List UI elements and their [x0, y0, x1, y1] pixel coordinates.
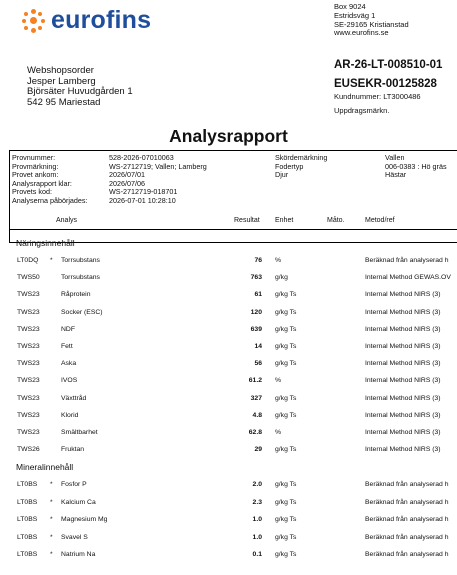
logo-dots-icon [22, 9, 46, 33]
method-ref: Internal Method NIRS (3) [365, 411, 441, 419]
analysis-code: TWS23 [17, 411, 40, 419]
table-row [0, 272, 457, 286]
result-value: 29 [254, 446, 262, 454]
table-header [9, 214, 457, 230]
method-ref: Internal Method NIRS (3) [365, 360, 441, 368]
report-id: AR-26-LT-008510-01 [334, 59, 443, 71]
address-line: www.eurofins.se [334, 28, 389, 38]
table-row [0, 479, 457, 493]
analysis-name: IVOS [61, 377, 78, 385]
result-value: 61 [254, 291, 262, 299]
customer-number: Kundnummer: LT3000486 [334, 92, 421, 101]
table-row [0, 255, 457, 269]
method-ref: Internal Method NIRS (3) [365, 291, 441, 299]
info-value: 2026/07/06 [109, 178, 145, 188]
result-value: 327 [250, 394, 262, 402]
method-ref: Internal Method NIRS (3) [365, 429, 441, 436]
header-metod: Metod/ref [365, 217, 395, 224]
info-value: WS-2712719-018701 [109, 187, 178, 197]
recipient-address [27, 66, 133, 108]
analysis-code: TWS23 [17, 377, 40, 385]
table-row [0, 324, 457, 338]
sample-info-labels [12, 154, 88, 206]
analysis-name: Natrium Na [61, 551, 96, 559]
table-row [0, 341, 457, 355]
analysis-code: LT0BS [17, 533, 38, 541]
method-ref: Beräknad från analyserad h [365, 533, 449, 541]
header-enhet: Enhet [275, 217, 294, 224]
info-label: Analysrapport klar: [12, 178, 72, 188]
table-row [0, 393, 457, 407]
result-value: 120 [250, 308, 262, 316]
info-value: 528-2026-07010063 [109, 153, 174, 162]
table-row [0, 549, 457, 563]
result-unit: g/kg Ts [275, 498, 297, 506]
analysis-code: TWS23 [17, 308, 40, 316]
analysis-name: Socker (ESC) [61, 308, 103, 316]
analysis-name: Torrsubstans [61, 274, 100, 282]
method-ref: Beräknad från analyserad h [365, 257, 449, 264]
table-row [0, 375, 457, 389]
result-unit: g/kg [275, 274, 288, 282]
table-row [0, 444, 457, 458]
analysis-code: TWS23 [17, 343, 40, 350]
client-id: EUSEKR-00125828 [334, 78, 437, 90]
result-value: 4.8 [252, 411, 262, 419]
report-identifiers [334, 59, 442, 115]
analysis-name: Svavel S [61, 533, 88, 541]
analysis-code: LT0BS [17, 516, 38, 524]
result-unit: g/kg Ts [275, 533, 297, 541]
method-ref: Internal Method NIRS (3) [365, 446, 441, 454]
table-row [0, 289, 457, 303]
result-unit: g/kg Ts [275, 394, 297, 402]
analysis-code: LT0BS [17, 498, 38, 506]
order-mark: Uppdragsmärkn. [334, 106, 390, 115]
analysis-code: LT0BS [17, 551, 38, 559]
result-unit: % [275, 429, 282, 436]
analysis-code: TWS23 [17, 325, 40, 333]
info-label: Fodertyp [275, 161, 304, 171]
accredited-marker: * [50, 551, 53, 559]
analysis-name: NDF [61, 325, 75, 333]
section-title: Mineralinnehåll [16, 462, 74, 472]
result-unit: g/kg Ts [275, 343, 297, 350]
result-unit: % [275, 377, 282, 385]
info-label: Provet ankom: [12, 170, 59, 180]
info-label: Provnummer: [12, 153, 56, 162]
table-row [0, 427, 457, 441]
analysis-code: TWS23 [17, 291, 40, 299]
method-ref: Beräknad från analyserad h [365, 516, 449, 524]
table-row [0, 497, 457, 511]
method-ref: Internal Method NIRS (3) [365, 343, 441, 350]
analysis-code: LT0BS [17, 481, 38, 488]
recipient-line: Björsäter Huvudgården 1 [27, 86, 133, 98]
accredited-marker: * [50, 516, 53, 524]
address-line: SE-29165 Kristianstad [334, 19, 409, 29]
header-analys: Analys [56, 217, 78, 224]
result-value: 62.8 [248, 429, 262, 436]
result-unit: g/kg Ts [275, 411, 297, 419]
result-value: 61.2 [248, 377, 262, 385]
analysis-code: LT0DQ [17, 257, 39, 264]
analysis-name: Växttråd [61, 394, 87, 402]
info-value: 2026-07-01 10:28:10 [109, 195, 176, 205]
table-row [0, 514, 457, 528]
analysis-name: Fett [61, 343, 73, 350]
result-unit: % [275, 257, 282, 264]
analysis-name: Fruktan [61, 446, 85, 454]
result-value: 56 [254, 360, 262, 368]
analysis-name: Aska [61, 360, 77, 368]
header-resultat: Resultat [234, 217, 260, 224]
address-line: Estridsväg 1 [334, 10, 376, 20]
sample-extra-values [385, 154, 447, 180]
section-title: Näringsinnehåll [16, 238, 75, 248]
result-unit: g/kg Ts [275, 360, 297, 368]
recipient-line: Jesper Lamberg [27, 75, 96, 87]
analysis-name: Klorid [61, 411, 79, 419]
info-value: 006-0383 : Hö gräs [385, 161, 447, 171]
result-value: 1.0 [252, 533, 262, 541]
table-row [0, 410, 457, 424]
eurofins-logo [22, 6, 151, 35]
analysis-code: TWS50 [17, 274, 40, 282]
lab-address [334, 3, 409, 38]
result-unit: g/kg Ts [275, 291, 297, 299]
address-line: Box 9024 [334, 2, 366, 11]
analysis-name: Råprotein [61, 291, 91, 299]
result-value: 639 [250, 325, 262, 333]
analysis-name: Torrsubstans [61, 257, 100, 264]
recipient-line: 542 95 Mariestad [27, 96, 101, 108]
result-unit: g/kg Ts [275, 446, 297, 454]
sample-extra-labels [275, 154, 327, 180]
accredited-marker: * [50, 533, 53, 541]
page-title: Analysrapport [169, 126, 288, 146]
result-value: 1.0 [252, 516, 262, 524]
info-label: Provets kod: [12, 187, 52, 197]
logo-text: eurofins [51, 6, 152, 34]
info-value: WS-2712719; Vallen; Lamberg [109, 161, 207, 171]
method-ref: Internal Method NIRS (3) [365, 377, 441, 385]
result-value: 763 [250, 274, 262, 282]
result-value: 14 [254, 343, 262, 350]
analysis-code: TWS23 [17, 360, 40, 368]
info-label: Djur [275, 170, 289, 180]
method-ref: Internal Method GEWAS.OV [365, 274, 451, 282]
result-unit: g/kg Ts [275, 325, 297, 333]
result-value: 2.3 [252, 498, 262, 506]
table-row [0, 358, 457, 372]
analysis-code: TWS26 [17, 446, 40, 454]
table-row [0, 307, 457, 321]
table-row [0, 532, 457, 546]
info-value: Vallen [385, 153, 405, 162]
info-value: 2026/07/01 [109, 170, 145, 180]
info-label: Skördemärkning [275, 153, 328, 162]
method-ref: Internal Method NIRS (3) [365, 325, 441, 333]
analysis-name: Smältbarhet [61, 429, 98, 436]
accredited-marker: * [50, 481, 53, 488]
result-value: 76 [254, 257, 262, 264]
result-unit: g/kg Ts [275, 308, 297, 316]
result-unit: g/kg Ts [275, 481, 297, 488]
info-value: Hästar [385, 170, 407, 180]
method-ref: Internal Method NIRS (3) [365, 394, 441, 402]
analysis-name: Fosfor P [61, 481, 87, 488]
result-value: 2.0 [252, 481, 262, 488]
info-label: Analyserna påbörjades: [12, 195, 88, 205]
method-ref: Beräknad från analyserad h [365, 498, 449, 506]
accredited-marker: * [50, 257, 53, 264]
method-ref: Beräknad från analyserad h [365, 481, 449, 488]
analysis-code: TWS23 [17, 429, 40, 436]
method-ref: Internal Method NIRS (3) [365, 308, 441, 316]
info-label: Provmärkning: [12, 161, 59, 171]
result-unit: g/kg Ts [275, 551, 297, 559]
accredited-marker: * [50, 498, 53, 506]
result-unit: g/kg Ts [275, 516, 297, 524]
recipient-line: Webshopsorder [27, 65, 94, 76]
header-mato: Måto. [327, 217, 345, 224]
analysis-name: Kalcium Ca [61, 498, 96, 506]
result-value: 0.1 [252, 551, 262, 559]
method-ref: Beräknad från analyserad h [365, 551, 449, 559]
analysis-name: Magnesium Mg [61, 516, 108, 524]
analysis-code: TWS23 [17, 394, 40, 402]
sample-info-values [109, 154, 207, 206]
